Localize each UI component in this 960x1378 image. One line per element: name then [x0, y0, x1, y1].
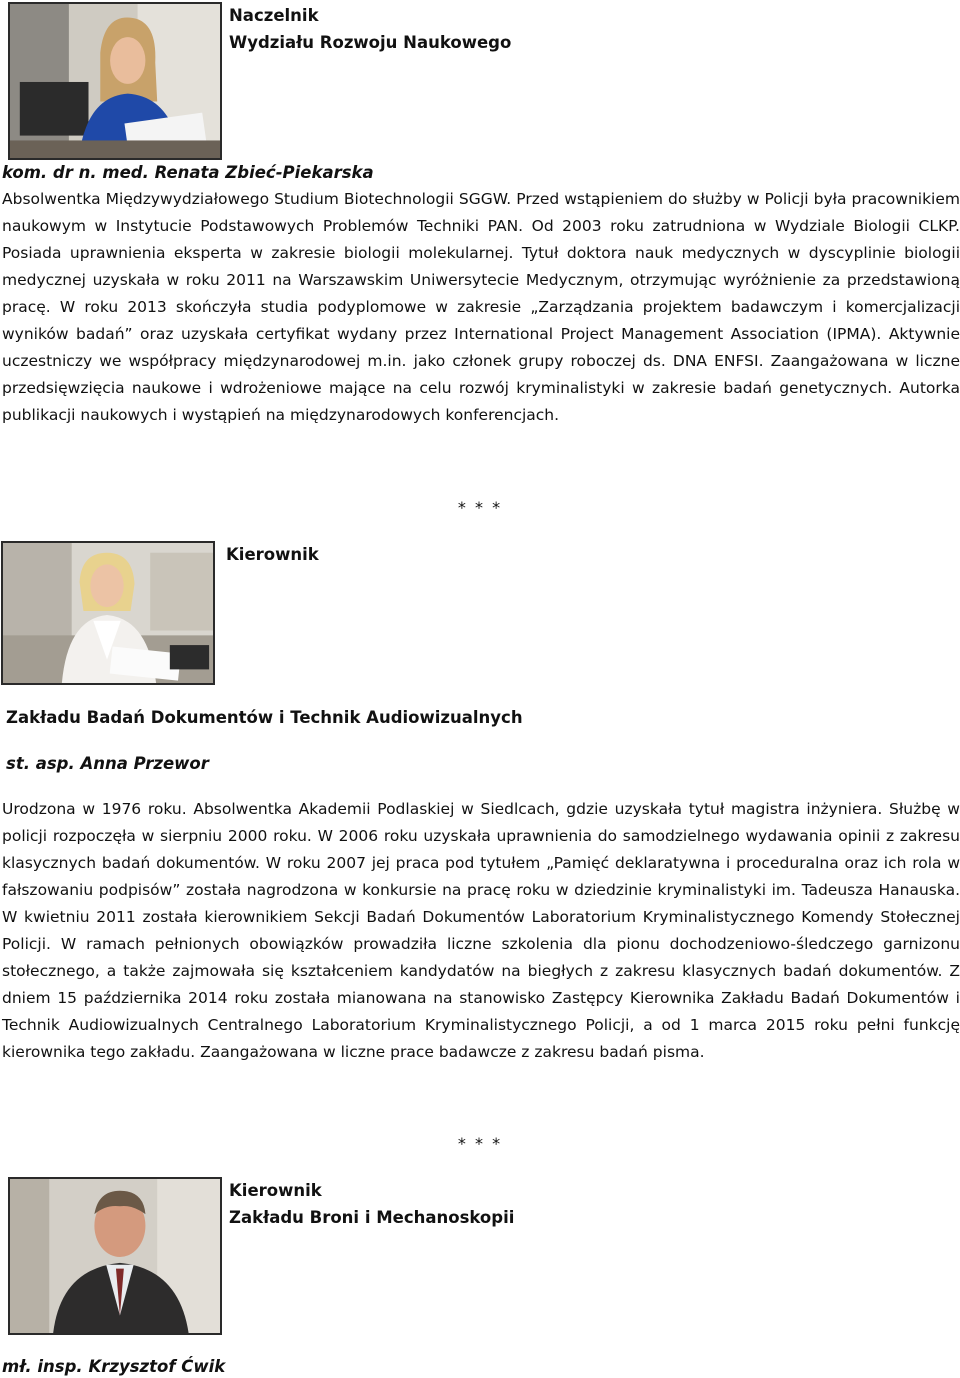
portrait-photo-2 [1, 541, 215, 685]
portrait-photo-1 [8, 2, 222, 160]
section-3-title-line2: Zakładu Broni i Mechanoskopii [229, 1208, 515, 1227]
section-3-person-name: mł. insp. Krzysztof Ćwik [2, 1357, 226, 1376]
section-1-person-name: kom. dr n. med. Renata Zbieć-Piekarska [2, 163, 374, 182]
section-3-title-line1: Kierownik [229, 1181, 322, 1200]
section-2-title-line1: Kierownik [226, 545, 319, 564]
section-1-title-line1: Naczelnik [229, 6, 319, 25]
section-1-bio: Absolwentka Międzywydziałowego Studium Biotechnologii SGGW. Przed wstąpieniem do służby w Policji była pracownikiem naukowym w Instytucie Podstawowych Problemów Techniki PAN. Od 2003 roku zatrudniona w Wydziale Biologii CLKP. Posiada uprawnienia eksperta w zakresie biologii molekularnej. Tytuł doktora nauk medycznych w dyscyplinie biologii medycznej uzyskała w roku 2011 na Warszawskim Uniwersytecie Medycznym, otrzymując wyróżnienie za przedstawioną pracę. W roku 2013 skończyła studia podyplomowe w zakresie „Zarządzania projektem badawczym i komercjalizacji wyników badań” oraz uzyskała certyfikat wydany przez International Project Management Association (IPMA). Aktywnie uczestniczy we współpracy międzynarodowej m.in. jako członek grupy roboczej ds. DNA ENFSI. Zaangażowana w liczne przedsięwzięcia naukowe i wdrożeniowe mające na celu rozwój kryminalistyki w zakresie badań genetycznych. Autorka publikacji naukowych i wystąpień na międzynarodowych konferencjach. [2, 190, 960, 424]
separator-1: * * * [457, 498, 503, 517]
section-1-title-line2: Wydziału Rozwoju Naukowego [229, 33, 512, 52]
section-2-title-line2: Zakładu Badań Dokumentów i Technik Audiowizualnych [6, 708, 523, 727]
section-2-person-name: st. asp. Anna Przewor [6, 754, 209, 773]
separator-2: * * * [457, 1134, 503, 1153]
portrait-photo-3 [8, 1177, 222, 1335]
section-2-bio: Urodzona w 1976 roku. Absolwentka Akademii Podlaskiej w Siedlcach, gdzie uzyskała tytuł magistra inżyniera. Służbę w policji rozpoczęła w sierpniu 2000 roku. W 2006 roku uzyskała uprawnienia do samodzielnego wydawania opinii z zakresu klasycznych badań dokumentów. W roku 2007 jej praca pod tytułem „Pamięć deklaratywna i proceduralna oraz ich rola w fałszowaniu podpisów” została nagrodzona w konkursie na pracę roku w dziedzinie kryminalistyki im. Tadeusza Hanauska. W kwietniu 2011 została kierownikiem Sekcji Badań Dokumentów Laboratorium Kryminalistycznego Komendy Stołecznej Policji. W ramach pełnionych obowiązków prowadziła liczne szkolenia dla pionu dochodzeniowo-śledczego garnizonu stołecznego, a także zajmowała się kształceniem kandydatów na biegłych z zakresu klasycznych badań dokumentów. Z dniem 15 października 2014 roku została mianowana na stanowisko Zastępcy Kierownika Zakładu Badań Dokumentów i Technik Audiowizualnych Centralnego Laboratorium Kryminalistycznego Policji, a od 1 marca 2015 roku pełni funkcję kierownika tego zakładu. Zaangażowana w liczne prace badawcze z zakresu badań pisma. [2, 800, 960, 1061]
